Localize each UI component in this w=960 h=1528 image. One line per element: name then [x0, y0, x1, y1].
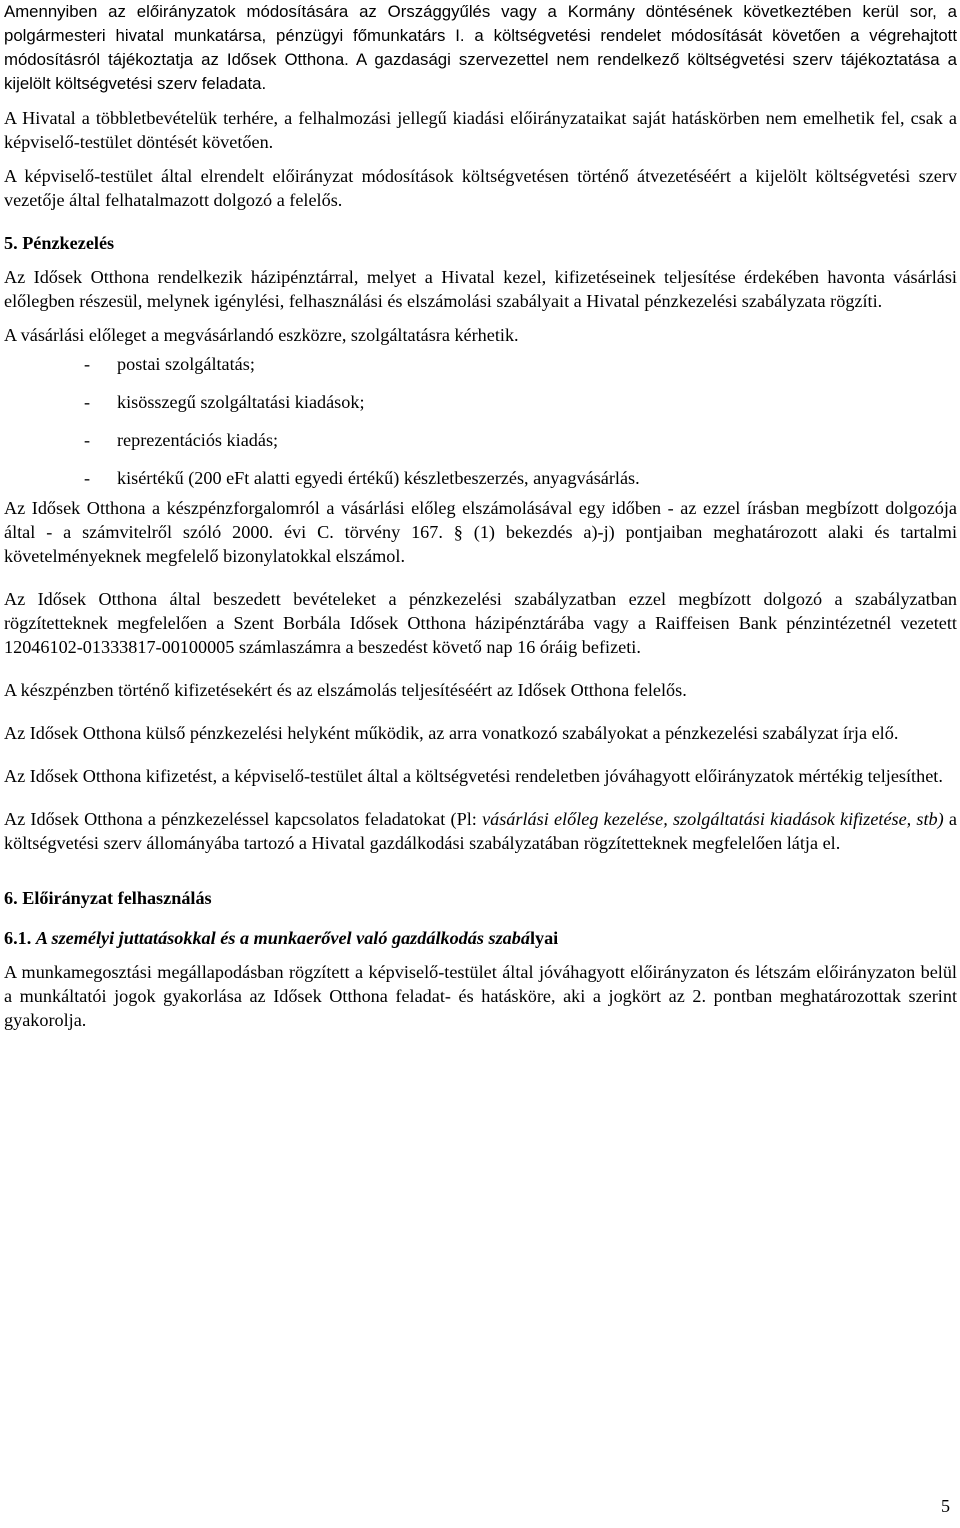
paragraph-external-cash-point: Az Idősek Otthona külső pénzkezelési helyként működik, az arra vonatkozó szabályokat a pénzkezelési szabályzat írja elő. [4, 723, 899, 743]
list-dash: - [84, 392, 91, 412]
page-number: 5 [941, 1496, 950, 1516]
subsection-heading-personnel [4, 926, 957, 950]
list-item-text: kisösszegű szolgáltatási kiadások; [117, 392, 365, 412]
list-dash: - [84, 468, 91, 488]
list-dash: - [84, 430, 91, 450]
paragraph-petty-cash: Az Idősek Otthona rendelkezik házipénztárral, melyet a Hivatal kezel, kifizetéseinek teljesítése érdekében havonta vásárlási előlegben részesül, melynek igénylési, felhasználási és elszámolási szabályait a Hivatal pénzkezelési szabályzata rögzíti. [4, 267, 957, 311]
subsection-title-tail: lyai [529, 928, 559, 948]
list-item-text: postai szolgáltatás; [117, 354, 255, 374]
paragraph-payment-limit: Az Idősek Otthona kifizetést, a képviselő-testület által a költségvetési rendeletben jóváhagyott előirányzatok mértékig teljesíthet. [4, 766, 943, 786]
paragraph-employer-rights: A munkamegosztási megállapodásban rögzített a képviselő-testület által jóváhagyott előirányzaton és létszám előirányzaton belül a munkáltatói jogok gyakorlása az Idősek Otthona feladat- és hatásköre, aki a jogkört az 2. pontban meghatározottak szerint gyakorolja. [4, 962, 957, 1030]
section-heading-cash-management: 5. Pénzkezelés [4, 233, 115, 253]
list-dash: - [84, 354, 91, 374]
list-item [4, 428, 957, 452]
list-item [4, 352, 957, 376]
list-item [4, 466, 957, 490]
subsection-title: A személyi juttatásokkal és a munkaerővel való gazdálkodás szabá [35, 928, 530, 948]
paragraph-purchase-advance: A vásárlási előleget a megvásárlandó eszközre, szolgáltatásra kérhetik. [4, 325, 519, 345]
paragraph-payment-responsibility: A készpénzben történő kifizetésekért és az elszámolás teljesítéséért az Idősek Otthona felelős. [4, 680, 687, 700]
section-heading-appropriation-use: 6. Előirányzat felhasználás [4, 888, 212, 908]
advance-purpose-list [4, 352, 957, 490]
list-item-text: reprezentációs kiadás; [117, 430, 279, 450]
paragraph-cash-tasks-examples: vásárlási előleg kezelése, szolgáltatási kiadások kifizetése, stb) [482, 809, 944, 829]
paragraph-cash-tasks-start: Az Idősek Otthona a pénzkezeléssel kapcsolatos feladatokat (Pl: [4, 809, 483, 829]
paragraph-revenue-deposit: Az Idősek Otthona által beszedett bevételeket a pénzkezelési szabályzatban ezzel megbízott dolgozó a szabályzatban rögzítetteknek megfelelően a Szent Borbála Idősek Otthona házipénztárába vagy a Raiffeisen Bank pénzintézetnél vezetett 12046102-01333817-00100005 számlaszámra a beszedést követő nap 16 óráig befizeti. [4, 589, 957, 657]
list-item [4, 390, 957, 414]
subsection-number: 6.1. [4, 928, 32, 948]
paragraph-budget-amendment: Amennyiben az előirányzatok módosítására az Országgyűlés vagy a Kormány döntésének következtében kerül sor, a polgármesteri hivatal munkatársa, pénzügyi főmunkatárs I. a költségvetési rendelet módosítását követően a végrehajtott módosításról tájékoztatja az Idősek Otthona. A gazdasági szervezettel nem rendelkező költségvetési szerv tájékoztatása a kijelölt költségvetési szerv feladata. [4, 2, 957, 93]
document-page [4, 0, 957, 1032]
list-item-text: kisértékű (200 eFt alatti egyedi értékű) készletbeszerzés, anyagvásárlás. [117, 468, 640, 488]
paragraph-surplus-revenue: A Hivatal a többletbevételük terhére, a felhalmozási jellegű kiadási előirányzataikat saját hatáskörben nem emelhetik fel, csak a képviselő-testület döntését követően. [4, 108, 957, 152]
paragraph-cash-tasks [4, 807, 957, 855]
paragraph-cash-tasks-end: a költségvetési szerv állományába tartozó a Hivatal gazdálkodási szabályzatában rögzítetteknek megfelelően látja el. [4, 809, 958, 853]
paragraph-responsibility: A képviselő-testület által elrendelt előirányzat módosítások költségvetésen történő átvezetéséért a kijelölt költségvetési szerv vezetője által felhatalmazott dolgozó a felelős. [4, 166, 957, 210]
paragraph-cash-settlement: Az Idősek Otthona a készpénzforgalomról a vásárlási előleg elszámolásával egy időben - az ezzel írásban megbízott dolgozója által - a számvitelről szóló 2000. évi C. törvény 167. § (1) bekezdés a)-j) pontjaiban meghatározott alaki és tartalmi követelményeknek megfelelő bizonylatokkal elszámol. [4, 498, 957, 566]
